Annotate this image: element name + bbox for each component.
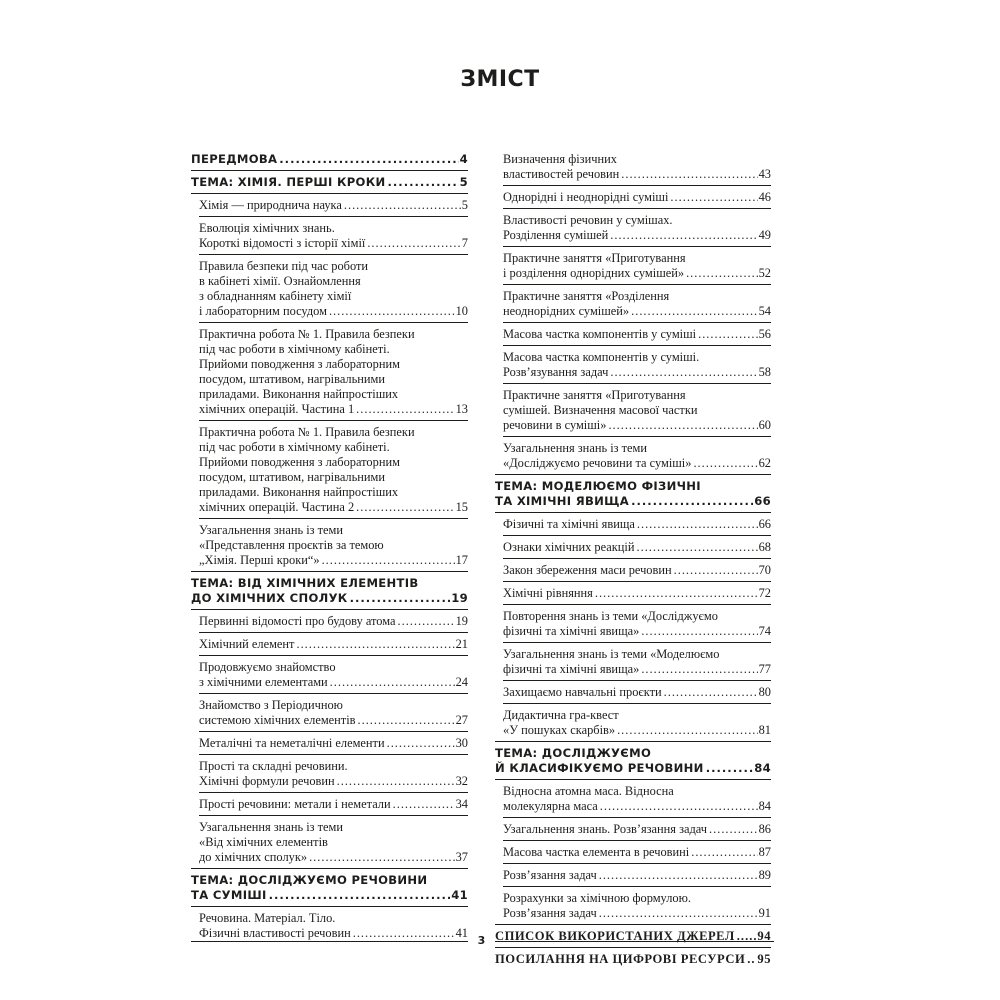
toc-page-number: 24 [455,675,468,689]
toc-entry-text: хімічних операцій. Частина 1 [199,402,355,416]
toc-right-column [495,152,771,967]
toc-separator [495,512,771,513]
toc-entry-text: Властивості речовин у сумішах. [503,213,673,227]
toc-entry-text: приладами. Виконання найпростіших [199,387,399,401]
toc-entry[interactable] [199,797,468,812]
toc-entry[interactable] [503,845,771,860]
toc-entry-text: Еволюція хімічних знань. [199,221,335,235]
dot-leader [296,637,454,652]
toc-entry[interactable] [503,388,771,433]
toc-entry[interactable] [199,637,468,652]
dot-leader [686,266,758,281]
toc-separator [199,792,468,793]
toc-entry-text: Масова частка компонентів у суміші [503,327,697,341]
toc-page-number: 34 [455,797,468,811]
dot-leader [698,327,758,342]
toc-page-number: 10 [455,304,468,318]
toc-separator [503,604,771,605]
dot-leader [610,228,757,243]
toc-entry-text: ТА ХІМІЧНІ ЯВИЩА [495,494,630,508]
dot-leader [344,198,461,213]
toc-page-number: 30 [455,736,468,750]
toc-page-number: 37 [455,850,468,864]
toc-entry[interactable] [503,708,771,738]
toc-entry-text: Практична робота № 1. Правила безпеки [199,425,415,439]
toc-separator [495,779,771,780]
toc-entry[interactable] [503,563,771,578]
toc-entry[interactable] [199,614,468,629]
toc-separator [191,906,468,907]
dot-leader [691,845,757,860]
dot-leader [631,304,757,319]
toc-entry[interactable] [199,911,468,941]
toc-entry-text: Узагальнення знань із теми [199,820,344,834]
dot-leader [329,304,455,319]
dot-leader [617,723,758,738]
toc-entry-text: Короткі відомості з історії хімії [199,236,366,250]
footer-rule-right [495,941,774,942]
toc-page-number: 60 [758,418,771,432]
toc-page-number: 91 [758,906,771,920]
toc-entry-text: Закон збереження маси речовин [503,563,672,577]
toc-entry-text: Узагальнення знань із теми «Моделюємо [503,647,720,661]
toc-entry-text: і лабораторним посудом [199,304,327,318]
toc-entry-text: системою хімічних елементів [199,713,356,727]
toc-separator [199,693,468,694]
dot-leader [608,418,757,433]
toc-page-number: 49 [758,228,771,242]
toc-entry-text: Прості та складні речовини. [199,759,348,773]
dot-leader [599,906,758,921]
toc-entry[interactable] [199,523,468,568]
toc-separator [199,216,468,217]
toc-entry[interactable] [503,190,771,205]
page-title: ЗМІСТ [460,67,540,92]
toc-page-number: 4 [459,152,468,166]
toc-entry-text: „Хімія. Перші кроки“» [199,553,320,567]
toc-entry[interactable] [503,822,771,837]
dot-leader [610,365,757,380]
dot-leader [664,685,758,700]
toc-entry-text: ТЕМА: ДОСЛІДЖУЄМО [495,746,652,760]
toc-page-number: 19 [455,614,468,628]
toc-entry-text: хімічних операцій. Частина 2 [199,500,355,514]
toc-entry[interactable] [199,660,468,690]
toc-separator [495,947,771,948]
toc-page-number: 52 [758,266,771,280]
toc-entry-text: Узагальнення знань із теми [503,441,648,455]
toc-page-number: 46 [758,190,771,204]
toc-entry[interactable] [199,259,468,319]
page-number: 3 [477,934,486,947]
dot-leader [637,540,758,555]
dot-leader [709,822,758,837]
toc-entry-text: посудом, штативом, нагрівальними [199,470,385,484]
toc-entry[interactable] [503,609,771,639]
toc-entry-text: приладами. Виконання найпростіших [199,485,399,499]
toc-entry-text: речовини в суміші» [503,418,607,432]
dot-leader [330,675,455,690]
toc-page-number: 84 [754,761,771,775]
toc-separator [199,731,468,732]
toc-separator [199,815,468,816]
toc-entry[interactable] [503,213,771,243]
toc-separator [191,609,468,610]
toc-entry-text: Розв’язування задач [503,365,609,379]
toc-entry[interactable] [503,327,771,342]
toc-entry-text: сумішей. Визначення масової частки [503,403,698,417]
toc-separator [503,185,771,186]
toc-entry-text: Металічні та неметалічні елементи [199,736,385,750]
dot-leader [706,761,754,776]
toc-left-column [191,152,468,941]
toc-separator [495,924,771,925]
toc-entry[interactable] [503,685,771,700]
toc-entry[interactable] [199,820,468,865]
toc-entry-text: Визначення фізичних [503,152,617,166]
toc-entry-text: Первинні відомості про будову атома [199,614,396,628]
toc-entry-text: Практичне заняття «Розділення [503,289,670,303]
toc-page-number: 27 [455,713,468,727]
toc-entry[interactable] [503,251,771,281]
toc-separator [199,754,468,755]
toc-page-number: 15 [455,500,468,514]
dot-leader [631,494,753,509]
toc-entry-text: Хімія — природнича наука [199,198,342,212]
toc-page-number: 7 [461,236,468,250]
toc-page-number: 95 [757,952,771,966]
toc-entry-text: Практичне заняття «Приготування [503,251,686,265]
toc-entry-text: Хімічні формули речовин [199,774,335,788]
toc-page-number: 80 [758,685,771,699]
toc-page-number: 62 [758,456,771,470]
toc-entry-text: Однорідні і неоднорідні суміші [503,190,669,204]
dot-leader [358,713,455,728]
toc-entry-text: ПОСИЛАННЯ НА ЦИФРОВІ РЕСУРСИ [495,952,746,966]
toc-entry-text: Знайомство з Періодичною [199,698,343,712]
toc-separator [503,703,771,704]
toc-page-number: 66 [758,517,771,531]
toc-separator [503,284,771,285]
toc-separator [191,868,468,869]
toc-entry-text: під час роботи в хімічному кабінеті. [199,440,390,454]
toc-separator [495,741,771,742]
toc-entry-text: Практична робота № 1. Правила безпеки [199,327,415,341]
toc-entry-text: «У пошуках скарбів» [503,723,616,737]
toc-entry-text: ТЕМА: ХІМІЯ. ПЕРШІ КРОКИ [191,175,386,189]
toc-entry-text: фізичні та хімічні явища» [503,624,640,638]
toc-separator [503,383,771,384]
toc-entry-text: Продовжуємо знайомство [199,660,336,674]
toc-entry-text: Масова частка компонентів у суміші. [503,350,700,364]
toc-section-heading[interactable] [191,152,468,167]
dot-leader [367,236,460,251]
toc-separator [503,680,771,681]
toc-separator [503,535,771,536]
toc-entry-text: Розв’язання задач [503,906,597,920]
dot-leader [322,553,455,568]
toc-entry-text: ДО ХІМІЧНИХ СПОЛУК [191,591,348,605]
dot-leader [674,563,758,578]
dot-leader [387,175,458,190]
toc-page-number: 5 [459,175,468,189]
toc-entry[interactable] [503,540,771,555]
toc-page-number: 56 [758,327,771,341]
toc-entry-text: в кабінеті хімії. Ознайомлення [199,274,361,288]
dot-leader [353,926,455,941]
toc-entry[interactable] [199,221,468,251]
toc-entry-text: під час роботи в хімічному кабінеті. [199,342,390,356]
toc-entry-text: Й КЛАСИФІКУЄМО РЕЧОВИНИ [495,761,704,775]
toc-page-number: 89 [758,868,771,882]
toc-section-heading[interactable] [191,873,468,903]
toc-separator [503,436,771,437]
toc-separator [199,518,468,519]
toc-entry-text: Повторення знань із теми «Досліджуємо [503,609,718,623]
toc-page-number: 68 [758,540,771,554]
toc-entry[interactable] [503,586,771,601]
toc-entry[interactable] [503,517,771,532]
toc-entry-text: Прийоми поводження з лабораторним [199,455,400,469]
toc-entry-text: Фізичні властивості речовин [199,926,351,940]
dot-leader [279,152,458,167]
toc-entry[interactable] [199,698,468,728]
toc-entry-text: СПИСОК ВИКОРИСТАНИХ ДЖЕРЕЛ [495,929,735,943]
toc-entry-text: з обладнанням кабінету хімії [199,289,352,303]
toc-page-number: 84 [758,799,771,813]
dot-leader [621,167,757,182]
toc-separator [503,558,771,559]
toc-separator [503,322,771,323]
toc-separator [495,474,771,475]
toc-separator [199,655,468,656]
toc-page-number: 66 [754,494,771,508]
toc-page-number: 13 [455,402,468,416]
toc-page-number: 58 [758,365,771,379]
toc-separator [191,571,468,572]
toc-separator [191,193,468,194]
dot-leader [356,402,454,417]
toc-entry-text: Ознаки хімічних реакцій [503,540,635,554]
toc-section-heading[interactable] [495,479,771,509]
toc-separator [503,840,771,841]
toc-section-heading[interactable] [495,746,771,776]
toc-separator [191,170,468,171]
toc-page-number: 32 [455,774,468,788]
toc-entry-text: посудом, штативом, нагрівальними [199,372,385,386]
toc-entry-text: «Від хімічних елементів [199,835,328,849]
toc-page-number: 94 [757,929,771,943]
toc-entry-text: фізичні та хімічні явища» [503,662,640,676]
toc-page-number: 87 [758,845,771,859]
dot-leader [309,850,455,865]
toc-separator [503,345,771,346]
toc-separator [503,581,771,582]
toc-entry-text: Дидактична гра-квест [503,708,619,722]
toc-page-number: 41 [455,926,468,940]
toc-entry-text: Хімічний елемент [199,637,295,651]
toc-separator [199,632,468,633]
toc-page-number: 77 [758,662,771,676]
toc-page-number: 70 [758,563,771,577]
toc-section-heading[interactable] [495,952,771,967]
toc-entry-text: Розділення сумішей [503,228,609,242]
toc-section-heading[interactable] [191,175,468,190]
dot-leader [747,952,756,967]
toc-entry-text: і розділення однорідних сумішей» [503,266,685,280]
toc-entry[interactable] [199,736,468,751]
dot-leader [350,591,451,606]
toc-separator [503,817,771,818]
toc-separator [199,322,468,323]
toc-entry-text: Розв’язання задач [503,868,597,882]
toc-page-number: 41 [451,888,468,902]
toc-entry-text: властивостей речовин [503,167,620,181]
toc-entry-text: Правила безпеки під час роботи [199,259,369,273]
dot-leader [595,586,758,601]
toc-page-number: 72 [758,586,771,600]
toc-entry-text: ПЕРЕДМОВА [191,152,278,166]
toc-page-number: 54 [758,304,771,318]
toc-separator [503,886,771,887]
dot-leader [393,797,455,812]
toc-entry-text: Хімічні рівняння [503,586,593,600]
toc-page-number: 5 [461,198,468,212]
toc-separator [503,246,771,247]
dot-leader [670,190,757,205]
dot-leader [337,774,455,789]
toc-entry-text: до хімічних сполук» [199,850,308,864]
dot-leader [641,662,757,677]
toc-entry-text: ТЕМА: ВІД ХІМІЧНИХ ЕЛЕМЕНТІВ [191,576,419,590]
toc-entry-text: «Досліджуємо речовини та суміші» [503,456,692,470]
toc-separator [503,863,771,864]
dot-leader [600,799,758,814]
toc-page-number: 74 [758,624,771,638]
toc-entry-text: Прості речовини: метали і неметали [199,797,391,811]
toc-page-number: 21 [455,637,468,651]
toc-entry-text: Відносна атомна маса. Відносна [503,784,674,798]
dot-leader [398,614,455,629]
toc-entry-text: неоднорідних сумішей» [503,304,630,318]
dot-leader [387,736,455,751]
toc-entry-text: ТЕМА: ДОСЛІДЖУЄМО РЕЧОВИНИ [191,873,428,887]
toc-entry[interactable] [199,759,468,789]
dot-leader [641,624,757,639]
toc-entry[interactable] [503,784,771,814]
toc-entry[interactable] [503,647,771,677]
toc-entry-text: Захищаємо навчальні проєкти [503,685,662,699]
dot-leader [693,456,757,471]
toc-page-number: 17 [455,553,468,567]
toc-entry-text: Прийоми поводження з лабораторним [199,357,400,371]
toc-separator [199,254,468,255]
toc-page-number: 81 [758,723,771,737]
toc-page-number: 43 [758,167,771,181]
toc-entry[interactable] [199,425,468,515]
toc-entry-text: Масова частка елемента в речовині [503,845,690,859]
dot-leader [599,868,758,883]
toc-entry-text: Розрахунки за хімічною формулою. [503,891,691,905]
toc-entry-text: Узагальнення знань. Розв’язання задач [503,822,708,836]
toc-entry-text: з хімічними елементами [199,675,328,689]
toc-entry[interactable] [503,891,771,921]
toc-entry-text: Фізичні та хімічні явища [503,517,635,531]
toc-separator [503,642,771,643]
toc-entry[interactable] [503,289,771,319]
toc-page-number: 86 [758,822,771,836]
dot-leader [356,500,454,515]
toc-separator [199,420,468,421]
toc-page-number: 19 [451,591,468,605]
dot-leader [269,888,451,903]
dot-leader [637,517,758,532]
toc-section-heading[interactable] [191,576,468,606]
toc-entry-text: Практичне заняття «Приготування [503,388,686,402]
toc-entry[interactable] [199,327,468,417]
toc-separator [503,208,771,209]
toc-entry-text: Узагальнення знань із теми [199,523,344,537]
toc-entry[interactable] [503,152,771,182]
toc-entry[interactable] [503,441,771,471]
toc-entry[interactable] [199,198,468,213]
toc-entry-text: «Представлення проєктів за темою [199,538,384,552]
toc-entry-text: ТЕМА: МОДЕЛЮЄМО ФІЗИЧНІ [495,479,701,493]
footer-rule-left [191,941,468,942]
toc-entry-text: Речовина. Матеріал. Тіло. [199,911,336,925]
toc-entry[interactable] [503,350,771,380]
toc-entry[interactable] [503,868,771,883]
toc-entry-text: ТА СУМІШІ [191,888,267,902]
toc-entry-text: молекулярна маса [503,799,598,813]
